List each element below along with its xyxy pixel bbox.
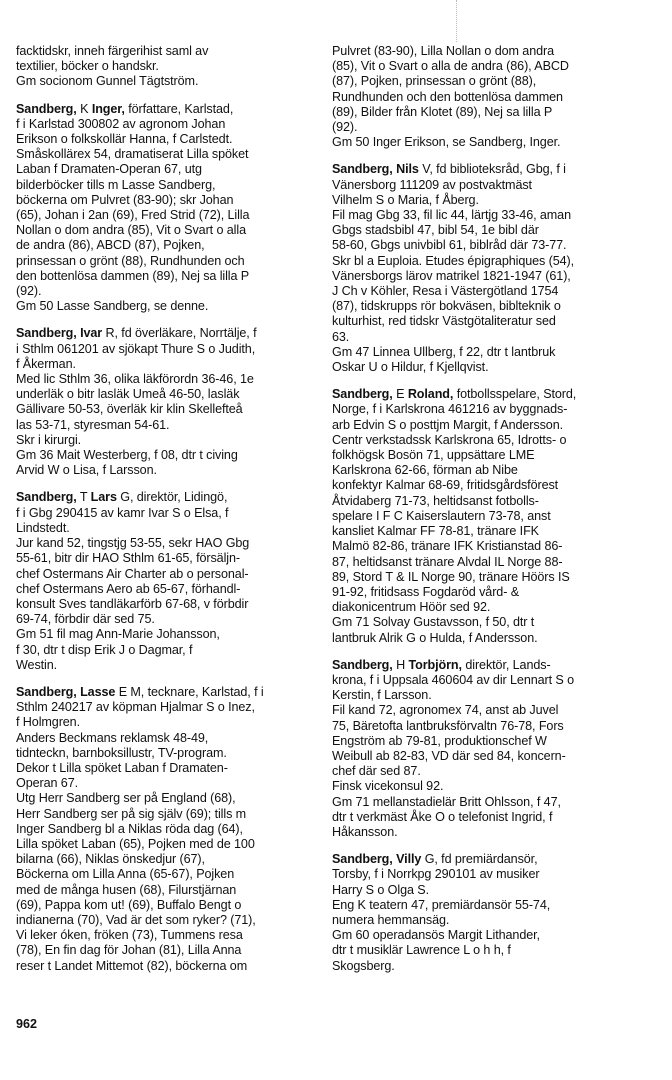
- biography-entry: [332, 658, 654, 840]
- entry-line: 89, Stord T & IL Norge 90, tränare Höörs IS: [332, 569, 570, 584]
- entry-heading: [332, 852, 654, 867]
- entry-firstname: Roland,: [407, 387, 454, 402]
- entry-line: Inger Sandberg bl a Niklas röda dag (64),: [16, 821, 243, 836]
- entry-line: tidnteckn, barnboksillustr, TV-program.: [16, 745, 227, 760]
- entry-surname: Sandberg,: [16, 684, 77, 699]
- entry-line: Fil kand 72, agronomex 74, anst ab Juvel: [332, 703, 559, 718]
- entry-line: chef Ostermans Air Charter ab o personal-: [16, 566, 249, 581]
- entry-line: (89), Bilder från Klotet (89), Nej sa lilla P: [332, 104, 553, 119]
- entry-firstname: Villy: [396, 852, 422, 867]
- biography-entry: [332, 852, 654, 974]
- entry-line: Skr i kirurgi.: [16, 432, 82, 447]
- entry-line: Nollan o dom andra (85), Vit o Svart o alla: [16, 223, 246, 238]
- entry-initials: H: [396, 657, 406, 672]
- continued-entry: [332, 44, 654, 150]
- entry-line: Sthlm 240217 av köpman Hjalmar S o Inez,: [16, 700, 255, 715]
- entry-line: Lilla spöket Laban (65), Pojken med de 100: [16, 836, 255, 851]
- entry-firstname: Lars: [90, 490, 117, 505]
- entry-line: J Ch v Köhler, Resa i Västergötland 1754: [332, 284, 559, 299]
- entry-line: f Åkerman.: [16, 356, 76, 371]
- entry-line: Erikson o folkskollär Hanna, f Carlstedt.: [16, 132, 233, 147]
- entry-line: konsult Sves tandläkarförb 67-68, v förbdir: [16, 596, 249, 611]
- entry-heading-text: författare, Karlstad,: [128, 101, 234, 116]
- entry-line: (78), En fin dag för Johan (81), Lilla Anna: [16, 943, 242, 958]
- biography-entry: [16, 326, 318, 478]
- entry-line: Harry S o Olga S.: [332, 882, 429, 897]
- entry-line: numera hemmansäg.: [332, 912, 450, 927]
- right-column: [332, 44, 654, 986]
- entry-line: Skr bl a Euploia. Etudes épigraphiques (54),: [332, 253, 575, 268]
- entry-line: bilarna (66), Niklas önskedjur (67),: [16, 852, 205, 867]
- entry-line: Operan 67.: [16, 776, 79, 791]
- entry-heading-text: fotbollsspelare, Stord,: [456, 387, 577, 402]
- entry-heading: [332, 162, 654, 177]
- entry-line: Karlskrona 62-66, förman ab Nibe: [332, 463, 518, 478]
- entry-line: Rundhunden och den bottenlösa dammen: [332, 89, 563, 104]
- entry-line: Gm 47 Linnea Ullberg, f 22, dtr t lantbruk: [332, 344, 556, 359]
- entry-line: reser t Landet Mittemot (82), böckerna om: [16, 958, 248, 973]
- entry-line: Dekor t Lilla spöket Laban f Dramaten-: [16, 760, 228, 775]
- entry-line: indianerna (70), Vad är det som ryker? (71),: [16, 912, 256, 927]
- biography-entry: [16, 685, 318, 974]
- entry-line: Gm socionom Gunnel Tägtström.: [16, 74, 199, 89]
- entry-line: Håkansson.: [332, 824, 398, 839]
- entry-line: Norge, f i Karlskrona 461216 av byggnads-: [332, 402, 568, 417]
- entry-firstname: Torbjörn,: [408, 657, 462, 672]
- entry-line: spelare I F C Kaiserslautern 73-78, anst: [332, 508, 551, 523]
- entry-initials: K: [80, 101, 89, 116]
- entry-line: med de många husen (68), Filurstjärnan: [16, 882, 237, 897]
- entry-line: diakonicentrum Höör sed 92.: [332, 600, 491, 615]
- entry-line: bilderböcker tills m Lasse Sandberg,: [16, 177, 216, 192]
- entry-line: lantbruk Alrik G o Hulda, f Andersson.: [332, 630, 538, 645]
- entry-surname: Sandberg,: [16, 326, 77, 341]
- entry-line: krona, f i Uppsala 460604 av dir Lennart S o: [332, 672, 575, 687]
- entry-firstname: Nils: [396, 162, 419, 177]
- entry-line: 55-61, bitr dir HAO Sthlm 61-65, försäljn-: [16, 551, 240, 566]
- entry-line: (87), Pojken, prinsessan o grönt (88),: [332, 74, 537, 89]
- entry-line: Malmö 82-86, tränare IFK Kristianstad 86-: [332, 539, 563, 554]
- entry-line: Eng K teatern 47, premiärdansör 55-74,: [332, 897, 551, 912]
- entry-line: Vänersborg 111209 av postvaktmäst: [332, 177, 532, 192]
- entry-initials: T: [79, 490, 88, 505]
- entry-line: chef Ostermans Aero ab 65-67, förhandl-: [16, 581, 241, 596]
- entry-heading: [16, 685, 318, 700]
- entry-line: f i Gbg 290415 av kamr Ivar S o Elsa, f: [16, 505, 229, 520]
- entry-line: Weibull ab 82-83, VD där sed 84, koncern-: [332, 748, 566, 763]
- page-number: 962: [16, 1017, 38, 1031]
- entry-line: Gm 50 Inger Erikson, se Sandberg, Inger.: [332, 135, 561, 150]
- entry-line: Finsk vicekonsul 92.: [332, 779, 444, 794]
- entry-line: kansliet Kalmar FF 78-81, tränare IFK: [332, 524, 539, 539]
- entry-line: las 53-71, styresman 54-61.: [16, 417, 170, 432]
- left-column: [16, 44, 318, 986]
- entry-line: Gm 71 Solvay Gustavsson, f 50, dtr t: [332, 615, 535, 630]
- entry-line: f 30, dtr t disp Erik J o Dagmar, f: [16, 642, 193, 657]
- entry-heading-text: G, direktör, Lidingö,: [120, 490, 228, 505]
- entry-line: konfektyr Kalmar 68-69, fritidsgårdsförest: [332, 478, 559, 493]
- page-crease-mark: [456, 0, 458, 42]
- entry-line: (92).: [16, 284, 42, 299]
- entry-line: (85), Vit o Svart o alla de andra (86), ABCD: [332, 59, 569, 74]
- entry-line: den bottenlösa dammen (89), Nej sa lilla P: [16, 268, 250, 283]
- biography-entry: [332, 162, 654, 375]
- entry-line: böckerna om Pulvret (83-90); skr Johan: [16, 192, 234, 207]
- entry-heading: [332, 387, 654, 402]
- entry-heading: [16, 490, 318, 505]
- entry-line: (87), tidskrupps rör bokväsen, biblteknik o: [332, 299, 561, 314]
- entry-line: Pulvret (83-90), Lilla Nollan o dom andra: [332, 44, 555, 58]
- entry-heading-text: G, fd premiärdansör,: [424, 852, 538, 867]
- entry-line: Torsby, f i Norrkpg 290101 av musiker: [332, 867, 540, 882]
- entry-initials: E: [396, 387, 405, 402]
- entry-line: Westin.: [16, 657, 58, 672]
- entry-line: Gm 50 Lasse Sandberg, se denne.: [16, 299, 209, 314]
- entry-heading: [332, 658, 654, 673]
- entry-line: chef där sed 87.: [332, 764, 421, 779]
- entry-line: prinsessan o grönt (88), Rundhunden och: [16, 253, 245, 268]
- entry-line: f Holmgren.: [16, 715, 80, 730]
- entry-line: facktidskr, inneh färgerihist saml av: [16, 44, 209, 58]
- entry-line: 75, Bäretofta lantbruksförvaltn 76-78, Fors: [332, 718, 564, 733]
- entry-line: Vilhelm S o Maria, f Åberg.: [332, 192, 479, 207]
- entry-line: Jur kand 52, tingstjg 53-55, sekr HAO Gbg: [16, 536, 250, 551]
- entry-line: 87, heltidsanst tränare Alvdal IL Norge 88-: [332, 554, 563, 569]
- entry-firstname: Lasse: [80, 684, 116, 699]
- entry-line: Böckerna om Lilla Anna (65-67), Pojken: [16, 867, 235, 882]
- entry-line: 63.: [332, 329, 350, 344]
- entry-line: Anders Beckmans reklamsk 48-49,: [16, 730, 209, 745]
- entry-line: 91-92, fritidsass Fogdaröd vård- &: [332, 584, 519, 599]
- entry-line: Gällivare 50-53, överläk kir klin Skellefteå: [16, 402, 243, 417]
- entry-line: dtr t verkmäst Åke O o telefonist Ingrid, f: [332, 809, 553, 824]
- entry-heading: [16, 326, 318, 341]
- entry-line: Lindstedt.: [16, 520, 70, 535]
- continued-entry: [16, 44, 318, 90]
- entry-firstname: Ivar: [80, 326, 103, 341]
- entry-heading-text: R, fd överläkare, Norrtälje, f: [105, 326, 257, 341]
- entry-line: Gm 51 fil mag Ann-Marie Johansson,: [16, 627, 220, 642]
- entry-line: Herr Sandberg ser på sig själv (69); tills m: [16, 806, 247, 821]
- entry-surname: Sandberg,: [332, 162, 393, 177]
- entry-heading-text: E M, tecknare, Karlstad, f i: [118, 684, 264, 699]
- entry-surname: Sandberg,: [332, 387, 393, 402]
- entry-line: Vi leker óken, fröken (73), Tummens resa: [16, 928, 243, 943]
- entry-line: arb Edvin S o posttjm Margit, f Andersson.: [332, 417, 563, 432]
- entry-line: f i Karlstad 300802 av agronom Johan: [16, 116, 226, 131]
- entry-line: Engström ab 79-81, produktionschef W: [332, 733, 547, 748]
- entry-line: Åtvidaberg 71-73, heltidsanst fotbolls-: [332, 493, 539, 508]
- entry-surname: Sandberg,: [16, 490, 77, 505]
- entry-line: (92).: [332, 120, 358, 135]
- entry-line: underläk o bitr lasläk Umeå 46-50, lasläk: [16, 387, 240, 402]
- entry-line: 69-74, förbdir där sed 75.: [16, 612, 155, 627]
- entry-line: (69), Pappa kom ut! (69), Buffalo Bengt o: [16, 897, 242, 912]
- entry-line: Gm 36 Mait Westerberg, f 08, dtr t civing: [16, 448, 238, 463]
- entry-heading: [16, 102, 318, 117]
- entry-line: 58-60, Gbgs univbibl 61, biblråd där 73-77.: [332, 238, 567, 253]
- entry-surname: Sandberg,: [332, 657, 393, 672]
- entry-line: de andra (86), ABCD (87), Pojken,: [16, 238, 205, 253]
- entry-line: Småskollärex 54, dramatiserat Lilla spöket: [16, 147, 249, 162]
- entry-surname: Sandberg,: [332, 852, 393, 867]
- entry-line: Fil mag Gbg 33, fil lic 44, lärtjg 33-46, aman: [332, 208, 571, 223]
- entry-line: folkhögsk Bosön 71, uppsättare LME: [332, 448, 535, 463]
- entry-line: Kerstin, f Larsson.: [332, 688, 432, 703]
- entry-line: dtr t musiklär Lawrence L o h h, f: [332, 943, 511, 958]
- entry-firstname: Inger,: [91, 101, 125, 116]
- entry-line: Vänersborgs lärov matrikel 1821-1947 (61),: [332, 268, 571, 283]
- entry-heading-text: V, fd biblioteksråd, Gbg, f i: [422, 162, 566, 177]
- entry-line: i Sthlm 061201 av sjökapt Thure S o Judith,: [16, 341, 256, 356]
- entry-line: Oskar U o Hildur, f Kjellqvist.: [332, 360, 489, 375]
- entry-line: Gm 71 mellanstadielär Britt Ohlsson, f 47,: [332, 794, 561, 809]
- entry-line: Skogsberg.: [332, 958, 395, 973]
- entry-heading-text: direktör, Lands-: [465, 657, 551, 672]
- entry-surname: Sandberg,: [16, 101, 77, 116]
- entry-line: Utg Herr Sandberg ser på England (68),: [16, 791, 236, 806]
- entry-line: kulturhist, red tidskr Västgötaliteratur sed: [332, 314, 556, 329]
- biography-entry: [16, 102, 318, 315]
- biography-entry: [332, 387, 654, 645]
- entry-line: Med lic Sthlm 36, olika läkförordn 36-46, 1e: [16, 372, 254, 387]
- entry-line: Gm 60 operadansös Margit Lithander,: [332, 928, 540, 943]
- entry-line: textilier, böcker o handskr.: [16, 59, 159, 74]
- entry-line: (65), Johan i 2an (69), Fred Strid (72), Lilla: [16, 208, 250, 223]
- biography-entry: [16, 490, 318, 672]
- entry-line: Laban f Dramaten-Operan 67, utg: [16, 162, 202, 177]
- entry-line: Gbgs stadsbibl 47, bibl 54, 1e bibl där: [332, 223, 539, 238]
- entry-line: Arvid W o Lisa, f Larsson.: [16, 463, 157, 478]
- entry-line: Centr verkstadssk Karlskrona 65, Idrotts- o: [332, 432, 567, 447]
